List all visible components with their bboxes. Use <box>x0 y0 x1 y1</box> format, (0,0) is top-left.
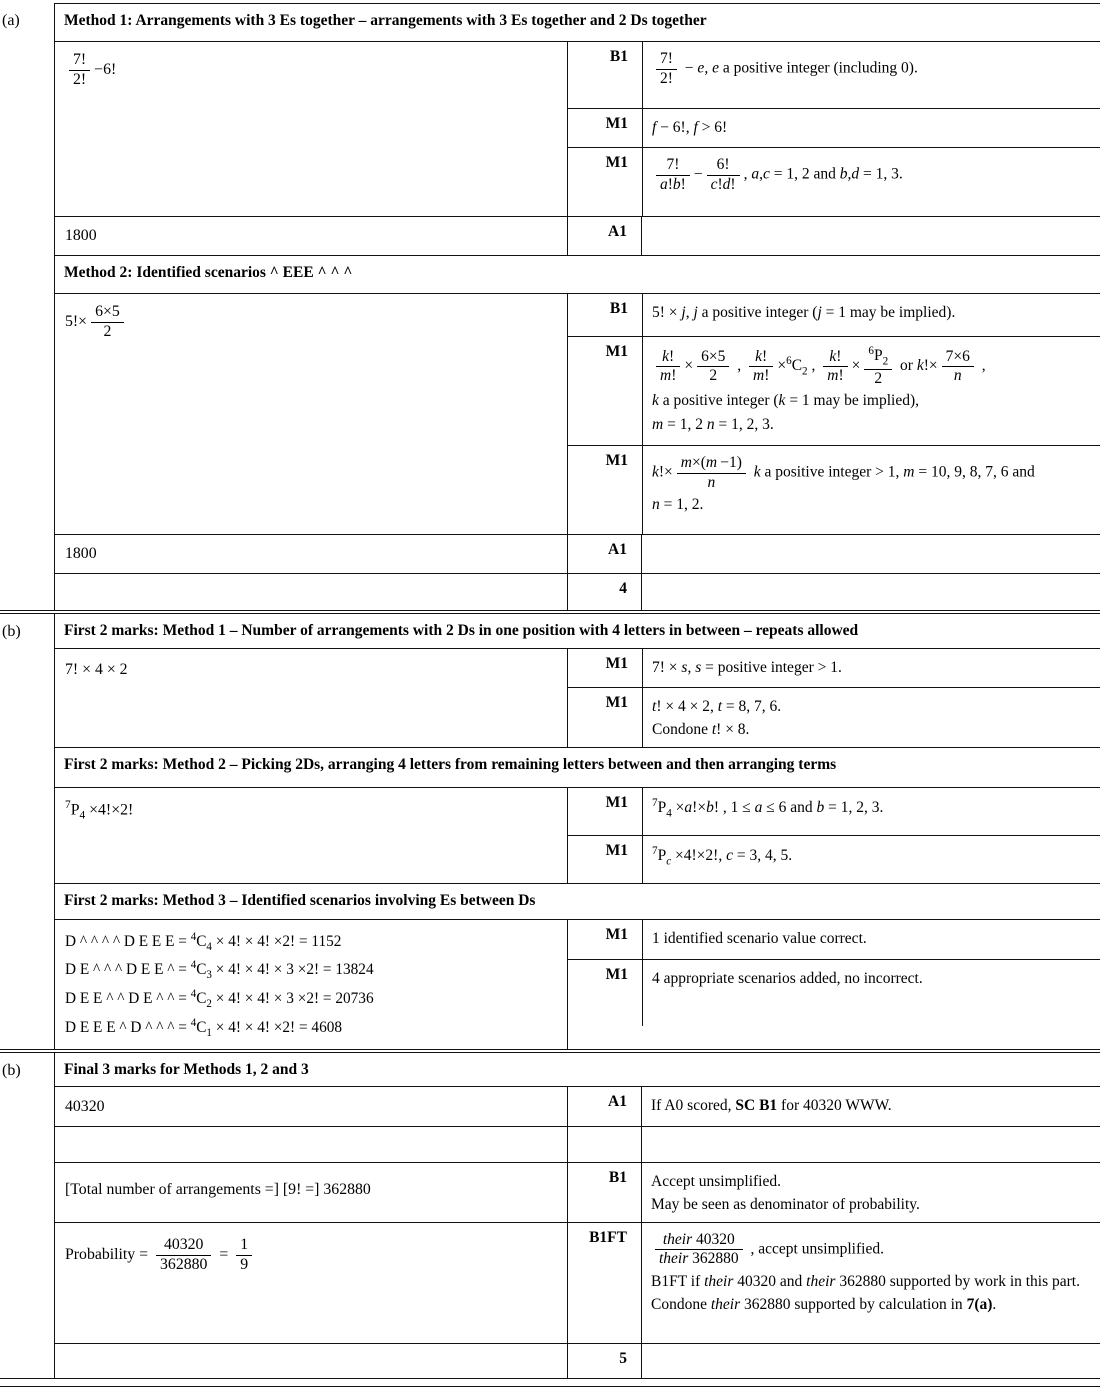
mark-row <box>568 920 1100 959</box>
guidance-cell: $\frac{k!}{m!}$ × $\frac{6\times 5}{2}$ , $\frac{k!}{m!}$ $\times^6C_2$ , $\frac{k!}{m!}$ × $\frac{^6P_2}{2}$ or k!× $\frac{7\times 6}{n}$ , k a positive integer (k = 1 may be implied), m = 1, 2 n = 1, 2, 3. <box>642 337 1100 445</box>
mark-row <box>568 959 1100 1026</box>
guidance-cell: 7! × s, s = positive integer > 1. <box>642 649 1100 687</box>
mark-cell: A1 <box>567 217 641 255</box>
answer-cell: [Total number of arrangements =] [9! =] 362880 <box>65 1181 371 1199</box>
answer-cell: 5!× $\frac{6\times 5}{2}$ <box>55 294 567 534</box>
total-marks-cell: 5 <box>567 1344 641 1378</box>
answer-cell: Probability = $\frac{40320}{362880}$ = $\frac{1}{9}$ <box>55 1223 567 1343</box>
result-row <box>55 534 1100 573</box>
method-header-row <box>55 747 1100 787</box>
mark-cell: B1 <box>609 300 628 318</box>
method-header-row <box>55 883 1100 919</box>
answer-cell <box>55 1127 567 1162</box>
mark-cell <box>567 1127 641 1162</box>
guidance-cell: $^7P_4 \times a!\times b$! , 1 ≤ a ≤ 6 and b = 1, 2, 3. <box>642 788 1100 835</box>
guidance-cell: 5! × j, j a positive integer (j = 1 may be implied). <box>642 294 1100 336</box>
mark-cell: A1 <box>567 535 641 573</box>
answer-cell: 1800 <box>65 545 97 563</box>
guidance-cell: If A0 scored, SC B1 for 40320 WWW. <box>641 1087 1100 1126</box>
guidance-cell <box>641 217 1100 255</box>
b-method1-working-row <box>55 648 1100 747</box>
result-row <box>55 1222 1100 1343</box>
mark-cell: A1 <box>567 1087 641 1126</box>
next-row-edge <box>0 1381 1100 1387</box>
answer-cell: $^7P_4 \times 4!\times 2$! <box>65 798 134 822</box>
guidance-cell: f − 6!, f > 6! <box>642 109 1100 147</box>
guidance-cell: $^7P_c \times 4!\times 2$!, c = 3, 4, 5. <box>642 836 1100 883</box>
part-label: (b) <box>0 614 55 1049</box>
mark-cell: M1 <box>605 343 628 361</box>
mark-cell: M1 <box>605 694 628 712</box>
mark-cell: M1 <box>605 965 628 983</box>
total-marks-row <box>55 1343 1100 1378</box>
mark-row <box>568 835 1100 883</box>
guidance-cell: k!× $\frac{m\times(m -1)}{n}$ k a positive integer > 1, m = 10, 9, 8, 7, 6 and n = 1, 2. <box>642 446 1100 534</box>
guidance-cell <box>641 535 1100 573</box>
mark-cell: B1 <box>567 1163 641 1222</box>
answer-cell: 1800 <box>65 227 97 244</box>
mark-row <box>568 336 1100 445</box>
part-label: (b) <box>0 1053 55 1378</box>
method1-working-row <box>55 41 1100 216</box>
b-method3-working-row <box>55 919 1100 1049</box>
method-header-row <box>55 4 1100 41</box>
mark-cell: B1 <box>609 48 628 65</box>
mark-row <box>568 445 1100 534</box>
mark-cell: M1 <box>605 452 628 470</box>
guidance-cell: t! × 4 × 2, t = 8, 7, 6. Condone t! × 8. <box>642 688 1100 747</box>
mark-cell: M1 <box>605 793 628 811</box>
guidance-cell: Accept unsimplified. May be seen as denominator of probability. <box>641 1163 1100 1222</box>
mark-row <box>568 788 1100 835</box>
mark-row <box>568 649 1100 687</box>
answer-cell <box>55 574 567 610</box>
guidance-cell: $\frac{\text{their 40320}}{\text{their 362880}}$ , accept unsimplified. B1FT if their 40320 and their 362880 supported by work in this part. Condone their 362880 supported by calculation in 7(a). <box>641 1223 1100 1343</box>
section-part-b-final <box>0 1052 1100 1379</box>
answer-cell: D ^ ^ ^ ^ D E E $E = ^4C_4 \times 4$! × 4! ×2! = 1152 D E ^ ^ ^ D E E ^ = $^4C_3 \times 4$! × 4! × 3 ×2! = 13824 D E E ^ ^ D E ^ ^ = $^4C_2 \times 4$! × 4! × 3 ×2! = 20736 D E E E ^ D ^ ^ ^ = $^4C_1 \times 4$! × 4! ×2! = 4608 <box>65 930 374 1040</box>
method2-working-row <box>55 293 1100 534</box>
guidance-cell: 4 appropriate scenarios added, no incorrect. <box>642 960 1100 1026</box>
mark-cell: M1 <box>605 115 628 132</box>
section-part-a <box>0 3 1100 611</box>
total-marks-row <box>55 573 1100 610</box>
mark-cell: M1 <box>605 154 628 171</box>
mark-row <box>568 42 1100 108</box>
answer-cell <box>55 1344 567 1378</box>
mark-row <box>568 147 1100 216</box>
answer-cell: 40320 <box>65 1098 105 1116</box>
guidance-cell: $\frac{7!}{2!}$ − e, e a positive integer (including 0). <box>642 42 1100 108</box>
guidance-cell: 1 identified scenario value correct. <box>642 920 1100 959</box>
answer-cell: $\frac{7!}{2!}$ −6! <box>55 42 567 216</box>
mark-cell: B1FT <box>567 1223 641 1343</box>
method2-header: Method 2: Identified scenarios ^ EEE ^ ^ ^ <box>64 264 353 282</box>
answer-cell: 7! × 4 × 2 <box>65 661 128 679</box>
method-header-row <box>55 255 1100 293</box>
b-method2-working-row <box>55 787 1100 883</box>
method-header-row <box>55 1053 1100 1086</box>
mark-row <box>568 294 1100 336</box>
method-header-row <box>55 614 1100 648</box>
b-method1-header: First 2 marks: Method 1 – Number of arrangements with 2 Ds in one position with 4 letters in between – repeats allowed <box>64 622 859 640</box>
result-row <box>55 1086 1100 1126</box>
empty-row <box>55 1126 1100 1162</box>
guidance-cell <box>641 1127 1100 1162</box>
mark-row <box>568 687 1100 747</box>
mark-row <box>568 108 1100 147</box>
mark-cell: M1 <box>605 655 628 673</box>
guidance-cell <box>641 1344 1100 1378</box>
section-part-b <box>0 613 1100 1050</box>
total-marks-cell: 4 <box>567 574 641 610</box>
mark-cell: M1 <box>605 841 628 859</box>
b-method2-header: First 2 marks: Method 2 – Picking 2Ds, arranging 4 letters from remaining letters between and then arranging terms <box>64 755 837 773</box>
guidance-cell <box>641 574 1100 610</box>
result-row <box>55 216 1100 255</box>
part-label: (a) <box>0 3 55 610</box>
mark-cell: M1 <box>605 925 628 943</box>
final-header: Final 3 marks for Methods 1, 2 and 3 <box>64 1061 309 1079</box>
guidance-cell: $\frac{7!}{a!b!}$ − $\frac{6!}{c!d!}$ , a,c = 1, 2 and b,d = 1, 3. <box>642 148 1100 216</box>
result-row <box>55 1162 1100 1222</box>
b-method3-header: First 2 marks: Method 3 – Identified scenarios involving Es between Ds <box>64 891 536 909</box>
method1-header: Method 1: Arrangements with 3 Es together – arrangements with 3 Es together and 2 Ds together <box>64 12 707 29</box>
